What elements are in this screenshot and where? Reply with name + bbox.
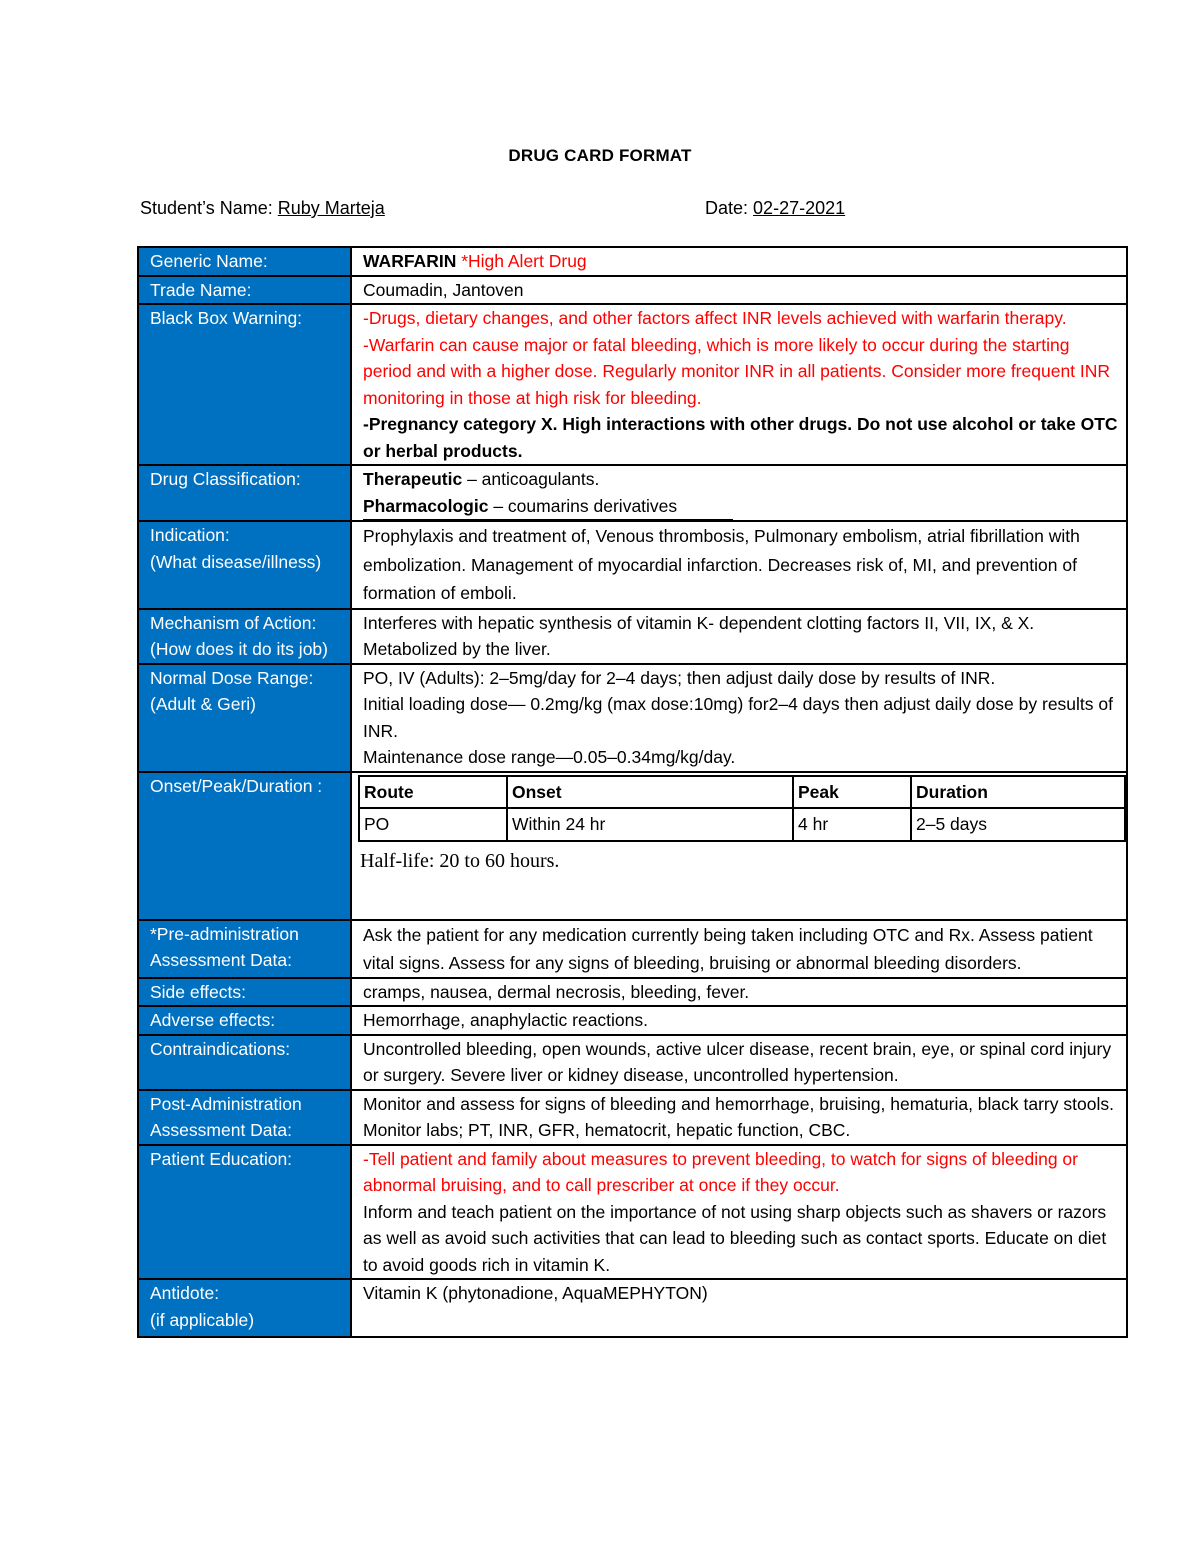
generic-drug-name: WARFARIN bbox=[363, 251, 457, 271]
onset-duration-value: 2–5 days bbox=[911, 808, 1125, 841]
row-antidote bbox=[138, 1279, 1127, 1337]
onset-onset-value: Within 24 hr bbox=[507, 808, 793, 841]
dose-label bbox=[138, 664, 351, 772]
dose-label-line-2: (Adult & Geri) bbox=[150, 694, 256, 714]
row-trade-name bbox=[138, 276, 1127, 305]
onset-header-duration: Duration bbox=[911, 776, 1125, 809]
classification-label: Drug Classification: bbox=[138, 465, 351, 521]
row-adverse-effects bbox=[138, 1006, 1127, 1035]
generic-name-value bbox=[351, 247, 1127, 276]
adverse-effects-value: Hemorrhage, anaphylactic reactions. bbox=[351, 1006, 1127, 1035]
dose-line-3: Maintenance dose range—0.05–0.34mg/kg/day. bbox=[363, 747, 736, 767]
onset-value-row bbox=[359, 808, 1125, 841]
antidote-label-line-1: Antidote: bbox=[150, 1283, 220, 1303]
trade-name-label: Trade Name: bbox=[138, 276, 351, 305]
page-title: DRUG CARD FORMAT bbox=[508, 146, 692, 165]
row-indication bbox=[138, 521, 1127, 609]
education-line-2: Inform and teach patient on the importance of not using sharp objects such as shavers or razors as well as avoid such activities that can lead to bleeding such as contact sports. Educate on diet to avoid goods rich in vitamin K. bbox=[363, 1201, 1107, 1275]
preadmin-label: *Pre-administration Assessment Data: bbox=[138, 920, 351, 978]
postadmin-value: Monitor and assess for signs of bleeding and hemorrhage, bruising, hematuria, black tarry stools. Monitor labs; PT, INR, GFR, hematocrit, hepatic function, CBC. bbox=[351, 1090, 1127, 1145]
trade-name-value: Coumadin, Jantoven bbox=[351, 276, 1127, 305]
onset-header-peak: Peak bbox=[793, 776, 911, 809]
black-box-label: Black Box Warning: bbox=[138, 304, 351, 465]
student-name-value: Ruby Marteja bbox=[277, 198, 385, 218]
antidote-label-line-2: (if applicable) bbox=[150, 1309, 255, 1330]
row-classification bbox=[138, 465, 1127, 521]
onset-header-route: Route bbox=[359, 776, 507, 809]
row-dose bbox=[138, 664, 1127, 772]
row-patient-education bbox=[138, 1145, 1127, 1280]
antidote-label bbox=[138, 1279, 351, 1337]
onset-header-row bbox=[359, 776, 1125, 809]
onset-peak-value: 4 hr bbox=[793, 808, 911, 841]
black-box-line-2: -Warfarin can cause major or fatal bleeding, which is more likely to occur during the starting period and with a higher dose. Regularly monitor INR in all patients. Consider more frequent INR monitoring in those at high risk for bleeding. bbox=[363, 334, 1111, 408]
side-effects-label: Side effects: bbox=[138, 978, 351, 1007]
black-box-line-3: -Pregnancy category X. High interactions with other drugs. Do not use alcohol or take OTC or herbal products. bbox=[363, 414, 1118, 461]
pharmacologic-value: – coumarins derivatives bbox=[488, 495, 678, 516]
mechanism-value: Interferes with hepatic synthesis of vitamin K- dependent clotting factors II, VII, IX, & X. Metabolized by the liver. bbox=[351, 609, 1127, 664]
therapeutic-value: – anticoagulants. bbox=[462, 469, 600, 489]
side-effects-value: cramps, nausea, dermal necrosis, bleeding, fever. bbox=[351, 978, 1127, 1007]
date-label: Date: bbox=[705, 198, 749, 218]
antidote-value: Vitamin K (phytonadione, AquaMEPHYTON) bbox=[351, 1279, 1127, 1337]
onset-header-onset: Onset bbox=[507, 776, 793, 809]
student-name-label: Student’s Name: bbox=[140, 198, 273, 218]
drug-card-table bbox=[137, 246, 1128, 1338]
row-onset bbox=[138, 772, 1127, 920]
contraindications-label: Contraindications: bbox=[138, 1035, 351, 1090]
onset-route-value: PO bbox=[359, 808, 507, 841]
half-life-text: Half-life: 20 to 60 hours. bbox=[360, 849, 560, 872]
onset-table bbox=[358, 775, 1126, 842]
student-name-line bbox=[140, 198, 385, 219]
indication-value: Prophylaxis and treatment of, Venous thrombosis, Pulmonary embolism, atrial fibrillation with embolization. Management of myocardial infarction. Decreases risk of, MI, and prevention of formation of emboli. bbox=[351, 521, 1127, 609]
indication-label bbox=[138, 521, 351, 609]
onset-value bbox=[351, 772, 1127, 920]
patient-education-value bbox=[351, 1145, 1127, 1280]
date-line bbox=[705, 198, 845, 219]
dose-value bbox=[351, 664, 1127, 772]
row-contraindications bbox=[138, 1035, 1127, 1090]
onset-label: Onset/Peak/Duration : bbox=[138, 772, 351, 920]
preadmin-value: Ask the patient for any medication currently being taken including OTC and Rx. Assess patient vital signs. Assess for any signs of bleeding, bruising or abnormal bleeding disorders. bbox=[351, 920, 1127, 978]
indication-label-line-1: Indication: bbox=[150, 525, 230, 545]
contraindications-value: Uncontrolled bleeding, open wounds, active ulcer disease, recent brain, eye, or spinal cord injury or surgery. Severe liver or kidney disease, uncontrolled hypertension. bbox=[351, 1035, 1127, 1090]
generic-name-label: Generic Name: bbox=[138, 247, 351, 276]
black-box-value bbox=[351, 304, 1127, 465]
mechanism-label: Mechanism of Action: (How does it do its job) bbox=[138, 609, 351, 664]
adverse-effects-label: Adverse effects: bbox=[138, 1006, 351, 1035]
pharmacologic-label: Pharmacologic bbox=[363, 495, 489, 516]
indication-label-line-2: (What disease/illness) bbox=[150, 551, 322, 572]
dose-line-1: PO, IV (Adults): 2–5mg/day for 2–4 days; then adjust daily dose by results of INR. bbox=[363, 667, 996, 688]
patient-education-label: Patient Education: bbox=[138, 1145, 351, 1280]
black-box-line-1: -Drugs, dietary changes, and other factors affect INR levels achieved with warfarin therapy. bbox=[363, 308, 1067, 328]
postadmin-label: Post-Administration Assessment Data: bbox=[138, 1090, 351, 1145]
row-preadmin bbox=[138, 920, 1127, 978]
therapeutic-label: Therapeutic bbox=[363, 469, 463, 489]
date-value: 02-27-2021 bbox=[753, 198, 846, 218]
row-side-effects bbox=[138, 978, 1127, 1007]
row-black-box bbox=[138, 304, 1127, 465]
row-generic-name bbox=[138, 247, 1127, 276]
classification-value bbox=[351, 465, 1127, 521]
high-alert-note: *High Alert Drug bbox=[456, 251, 587, 271]
dose-label-line-1: Normal Dose Range: bbox=[150, 667, 314, 688]
row-mechanism bbox=[138, 609, 1127, 664]
row-postadmin bbox=[138, 1090, 1127, 1145]
dose-line-2: Initial loading dose— 0.2mg/kg (max dose:10mg) for2–4 days then adjust daily dose by results of INR. bbox=[363, 694, 1113, 741]
education-line-1: -Tell patient and family about measures to prevent bleeding, to watch for signs of bleeding or abnormal bruising, and to call prescriber at once if they occur. bbox=[363, 1148, 1078, 1195]
